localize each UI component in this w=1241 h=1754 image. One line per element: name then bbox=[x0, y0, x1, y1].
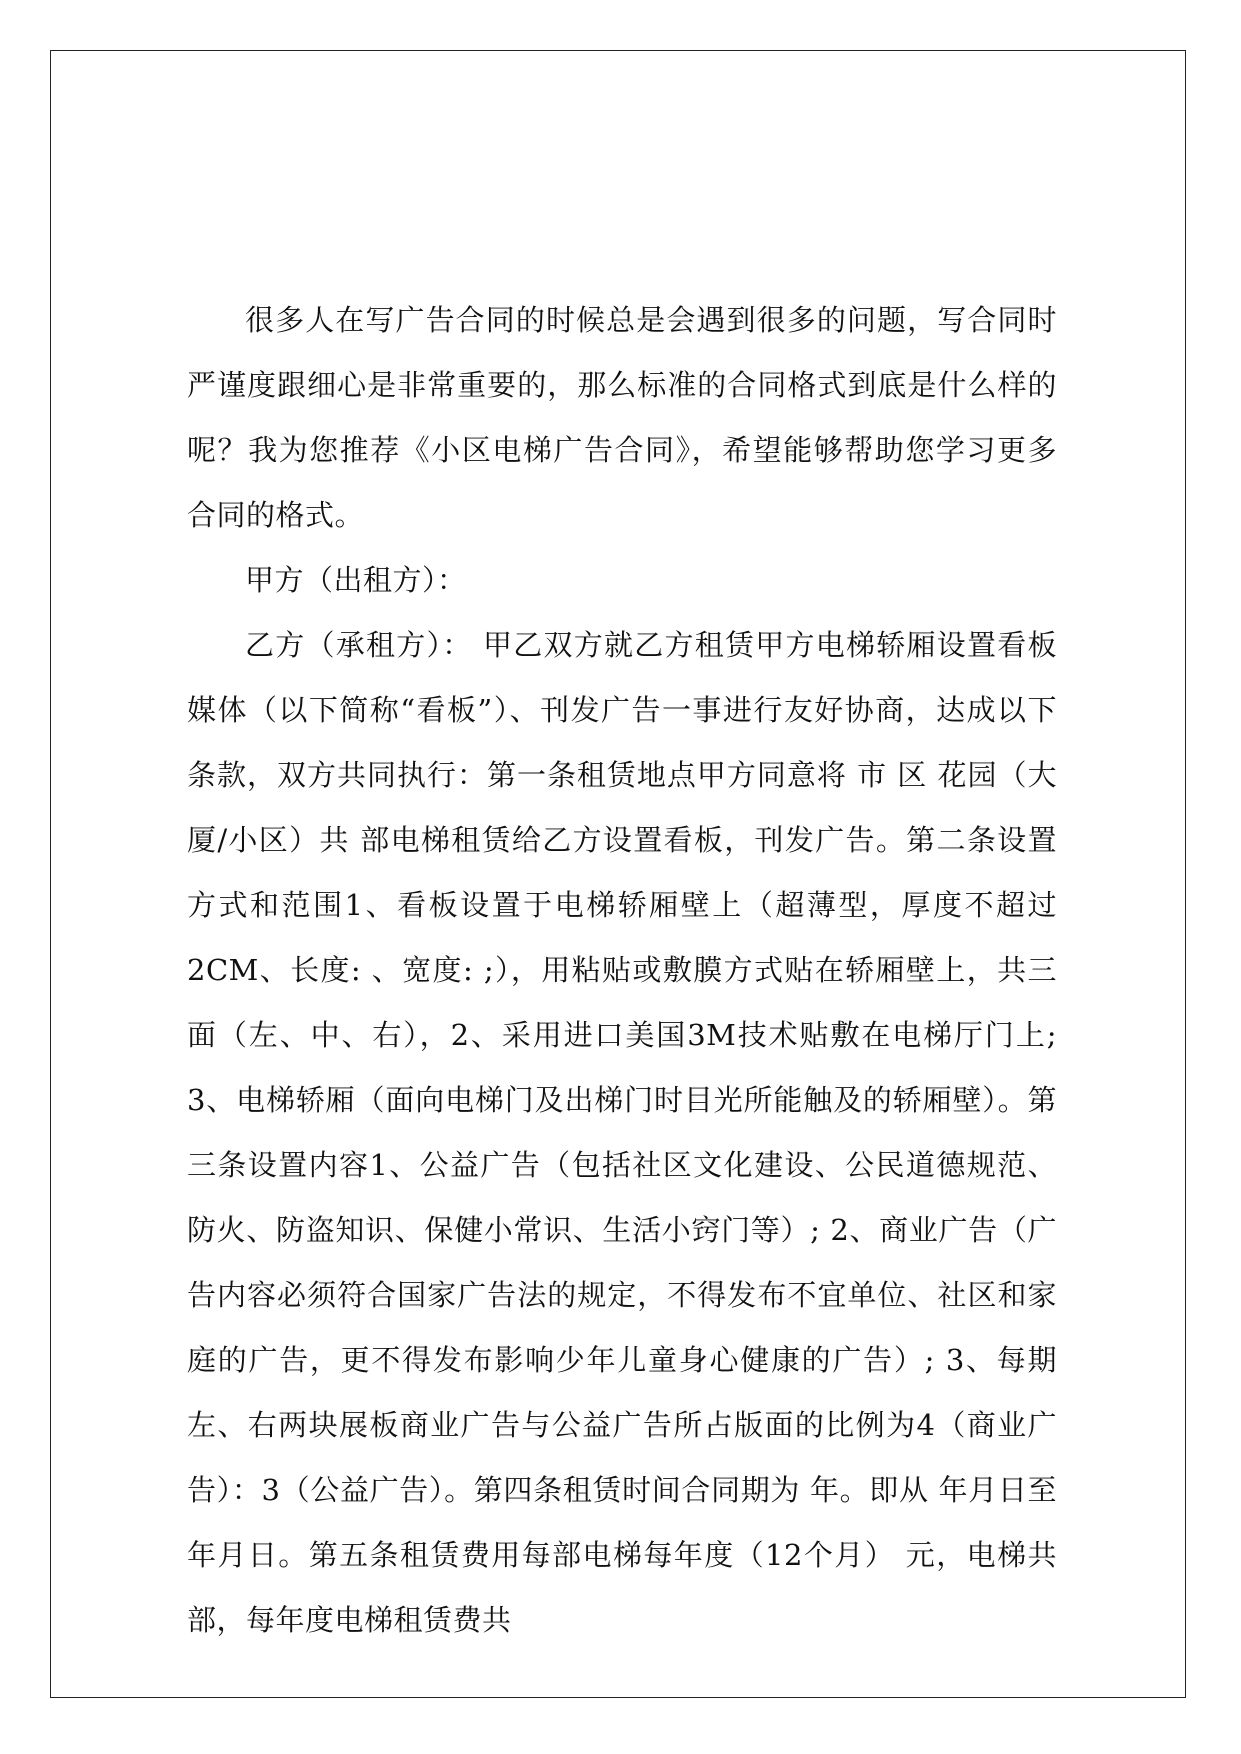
contract-terms-paragraph: 乙方（承租方）： 甲乙双方就乙方租赁甲方电梯轿厢设置看板媒体（以下简称“看板”）、刊发广告一事进行友好协商，达成以下条款，双方共同执行：第一条租赁地点甲方同意将 市 区 花园（大厦/小区）共 部电梯租赁给乙方设置看板，刊发广告。第二条设置方式和范围1、看板设置于电梯轿厢壁上（超薄型，厚度不超过2CM、长度: 、宽度: ;），用粘贴或敷膜方式贴在轿厢壁上，共三面（左、中、右），2、采用进口美国3M技术贴敷在电梯厅门上; 3、电梯轿厢（面向电梯门及出梯门时目光所能触及的轿厢壁）。第三条设置内容1、公益广告（包括社区文化建设、公民道德规范、防火、防盗知识、保健小常识、生活小窍门等）; 2、商业广告（广告内容必须符合国家广告法的规定，不得发布不宜单位、社区和家庭的广告，更不得发布影响少年儿童身心健康的广告）; 3、每期左、右两块展板商业广告与公益广告所占版面的比例为4（商业广告）：3（公益广告）。第四条租赁时间合同期为 年。即从 年月日至 年月日。第五条租赁费用每部电梯每年度（12个月） 元，电梯共部，每年度电梯租赁费共 bbox=[187, 628, 1057, 1637]
party-a-line: 甲方（出租方）： bbox=[245, 563, 467, 597]
intro-paragraph: 很多人在写广告合同的时候总是会遇到很多的问题，写合同时严谨度跟细心是非常重要的，那么标准的合同格式到底是什么样的呢？我为您推荐《小区电梯广告合同》，希望能够帮助您学习更多合同的格式。 bbox=[187, 303, 1057, 532]
document-body bbox=[187, 288, 1057, 1653]
